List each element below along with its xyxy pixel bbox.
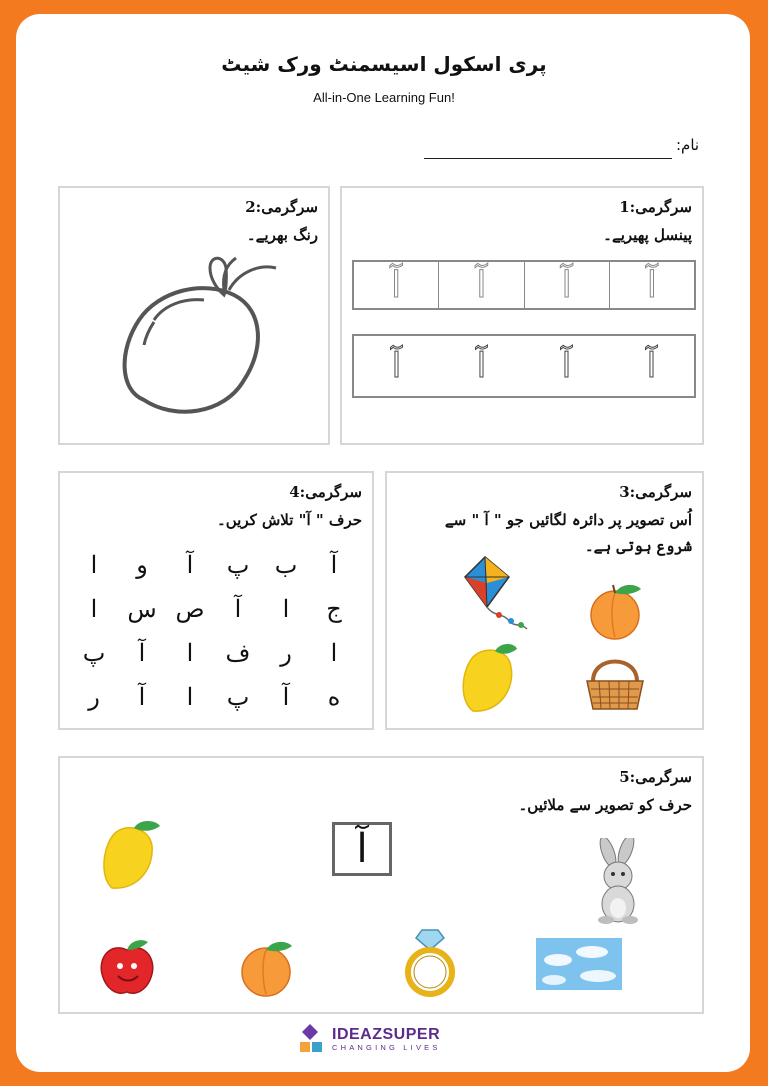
logo-tagline: CHANGING LIVES	[332, 1042, 441, 1052]
activity-1-title: سرگرمی:1	[619, 198, 692, 216]
grid-letter[interactable]: س	[127, 595, 157, 623]
grid-letter[interactable]: ص	[175, 595, 205, 623]
grid-letter[interactable]: آ	[138, 639, 146, 667]
name-field-line[interactable]	[424, 158, 672, 159]
ring-icon[interactable]	[398, 926, 462, 998]
activity-1-instruction: پینسل پھیریے۔	[603, 226, 692, 244]
grid-letter[interactable]: ب	[274, 551, 298, 579]
trace-cell[interactable]	[354, 262, 439, 308]
activity-2-instruction: رنگ بھریے۔	[246, 226, 318, 244]
grid-letter[interactable]: پ	[226, 683, 250, 711]
mango-icon[interactable]	[100, 818, 162, 892]
rabbit-icon[interactable]	[586, 838, 652, 924]
grid-letter[interactable]: و	[136, 551, 148, 579]
grid-letter[interactable]: آ	[282, 683, 290, 711]
trace-cell[interactable]	[610, 262, 694, 308]
activity-4-title: سرگرمی:4	[289, 483, 362, 501]
sky-icon[interactable]	[536, 938, 622, 990]
logo-brand: IDEAZSUPER	[332, 1025, 441, 1043]
activity-1-box	[340, 186, 704, 445]
mango-icon[interactable]	[459, 641, 519, 717]
grid-letter[interactable]: ا	[186, 639, 194, 667]
grid-letter[interactable]: ا	[90, 551, 98, 579]
grid-letter[interactable]: ا	[330, 639, 338, 667]
kite-icon[interactable]	[459, 555, 531, 635]
mango-outline-icon[interactable]	[114, 250, 284, 430]
worksheet-subtitle: All-in-One Learning Fun!	[313, 90, 455, 105]
grid-letter[interactable]: پ	[226, 551, 250, 579]
outline-cell[interactable]	[609, 336, 694, 396]
activity-5-instruction: حرف کو تصویر سے ملائیں۔	[518, 796, 692, 814]
grid-letter[interactable]: ا	[186, 683, 194, 711]
activity-3-instruction-line-2: شروع ہوتی ہے۔	[584, 537, 692, 555]
apple-icon[interactable]	[96, 936, 158, 998]
outline-letter: آ	[561, 346, 572, 386]
grid-letter[interactable]: آ	[186, 551, 194, 579]
tracing-row	[352, 260, 696, 310]
grid-letter[interactable]: ا	[90, 595, 98, 623]
grid-letter[interactable]: ر	[88, 683, 100, 711]
logo-mark-icon	[298, 1024, 326, 1054]
worksheet-title: پری اسکول اسیسمنٹ ورک شیٹ	[221, 52, 547, 76]
ideazsuper-logo	[298, 1024, 441, 1054]
grid-letter[interactable]: ر	[280, 639, 292, 667]
target-letter-box[interactable]: آ	[332, 822, 392, 876]
activity-4-instruction: حرف " آ" تلاش کریں۔	[216, 511, 362, 529]
dotted-letter: آ	[476, 264, 487, 306]
activity-5-title: سرگرمی:5	[619, 768, 692, 786]
grid-letter[interactable]: پ	[82, 639, 106, 667]
basket-icon[interactable]	[583, 651, 647, 713]
activity-2-title: سرگرمی:2	[245, 198, 318, 216]
outline-cell[interactable]	[439, 336, 524, 396]
trace-cell[interactable]	[525, 262, 610, 308]
name-label: نام:	[676, 136, 700, 154]
grid-letter[interactable]: آ	[234, 595, 242, 623]
grid-letter[interactable]: ا	[282, 595, 290, 623]
activity-3-instruction-line-1: اُس تصویر پر دائرہ لگائیں جو " آ " سے	[444, 511, 692, 529]
grid-letter[interactable]: آ	[138, 683, 146, 711]
dotted-letter: آ	[561, 264, 572, 306]
outline-letter-row	[352, 334, 696, 398]
dotted-letter: آ	[646, 264, 657, 306]
outline-letter: آ	[646, 346, 657, 386]
peach-icon[interactable]	[236, 936, 296, 998]
dotted-letter: آ	[391, 264, 402, 306]
grid-letter[interactable]: ه	[327, 683, 341, 711]
activity-2-box	[58, 186, 330, 445]
grid-letter[interactable]: آ	[330, 551, 338, 579]
peach-icon[interactable]	[585, 579, 647, 641]
outline-cell[interactable]	[524, 336, 609, 396]
trace-cell[interactable]	[439, 262, 524, 308]
activity-3-box	[385, 471, 704, 730]
outline-letter: آ	[476, 346, 487, 386]
grid-letter[interactable]: ج	[326, 595, 342, 623]
activity-3-title: سرگرمی:3	[619, 483, 692, 501]
grid-letter[interactable]: ف	[225, 639, 251, 667]
outline-cell[interactable]	[354, 336, 439, 396]
outline-letter: آ	[391, 346, 402, 386]
activity-4-box	[58, 471, 374, 730]
